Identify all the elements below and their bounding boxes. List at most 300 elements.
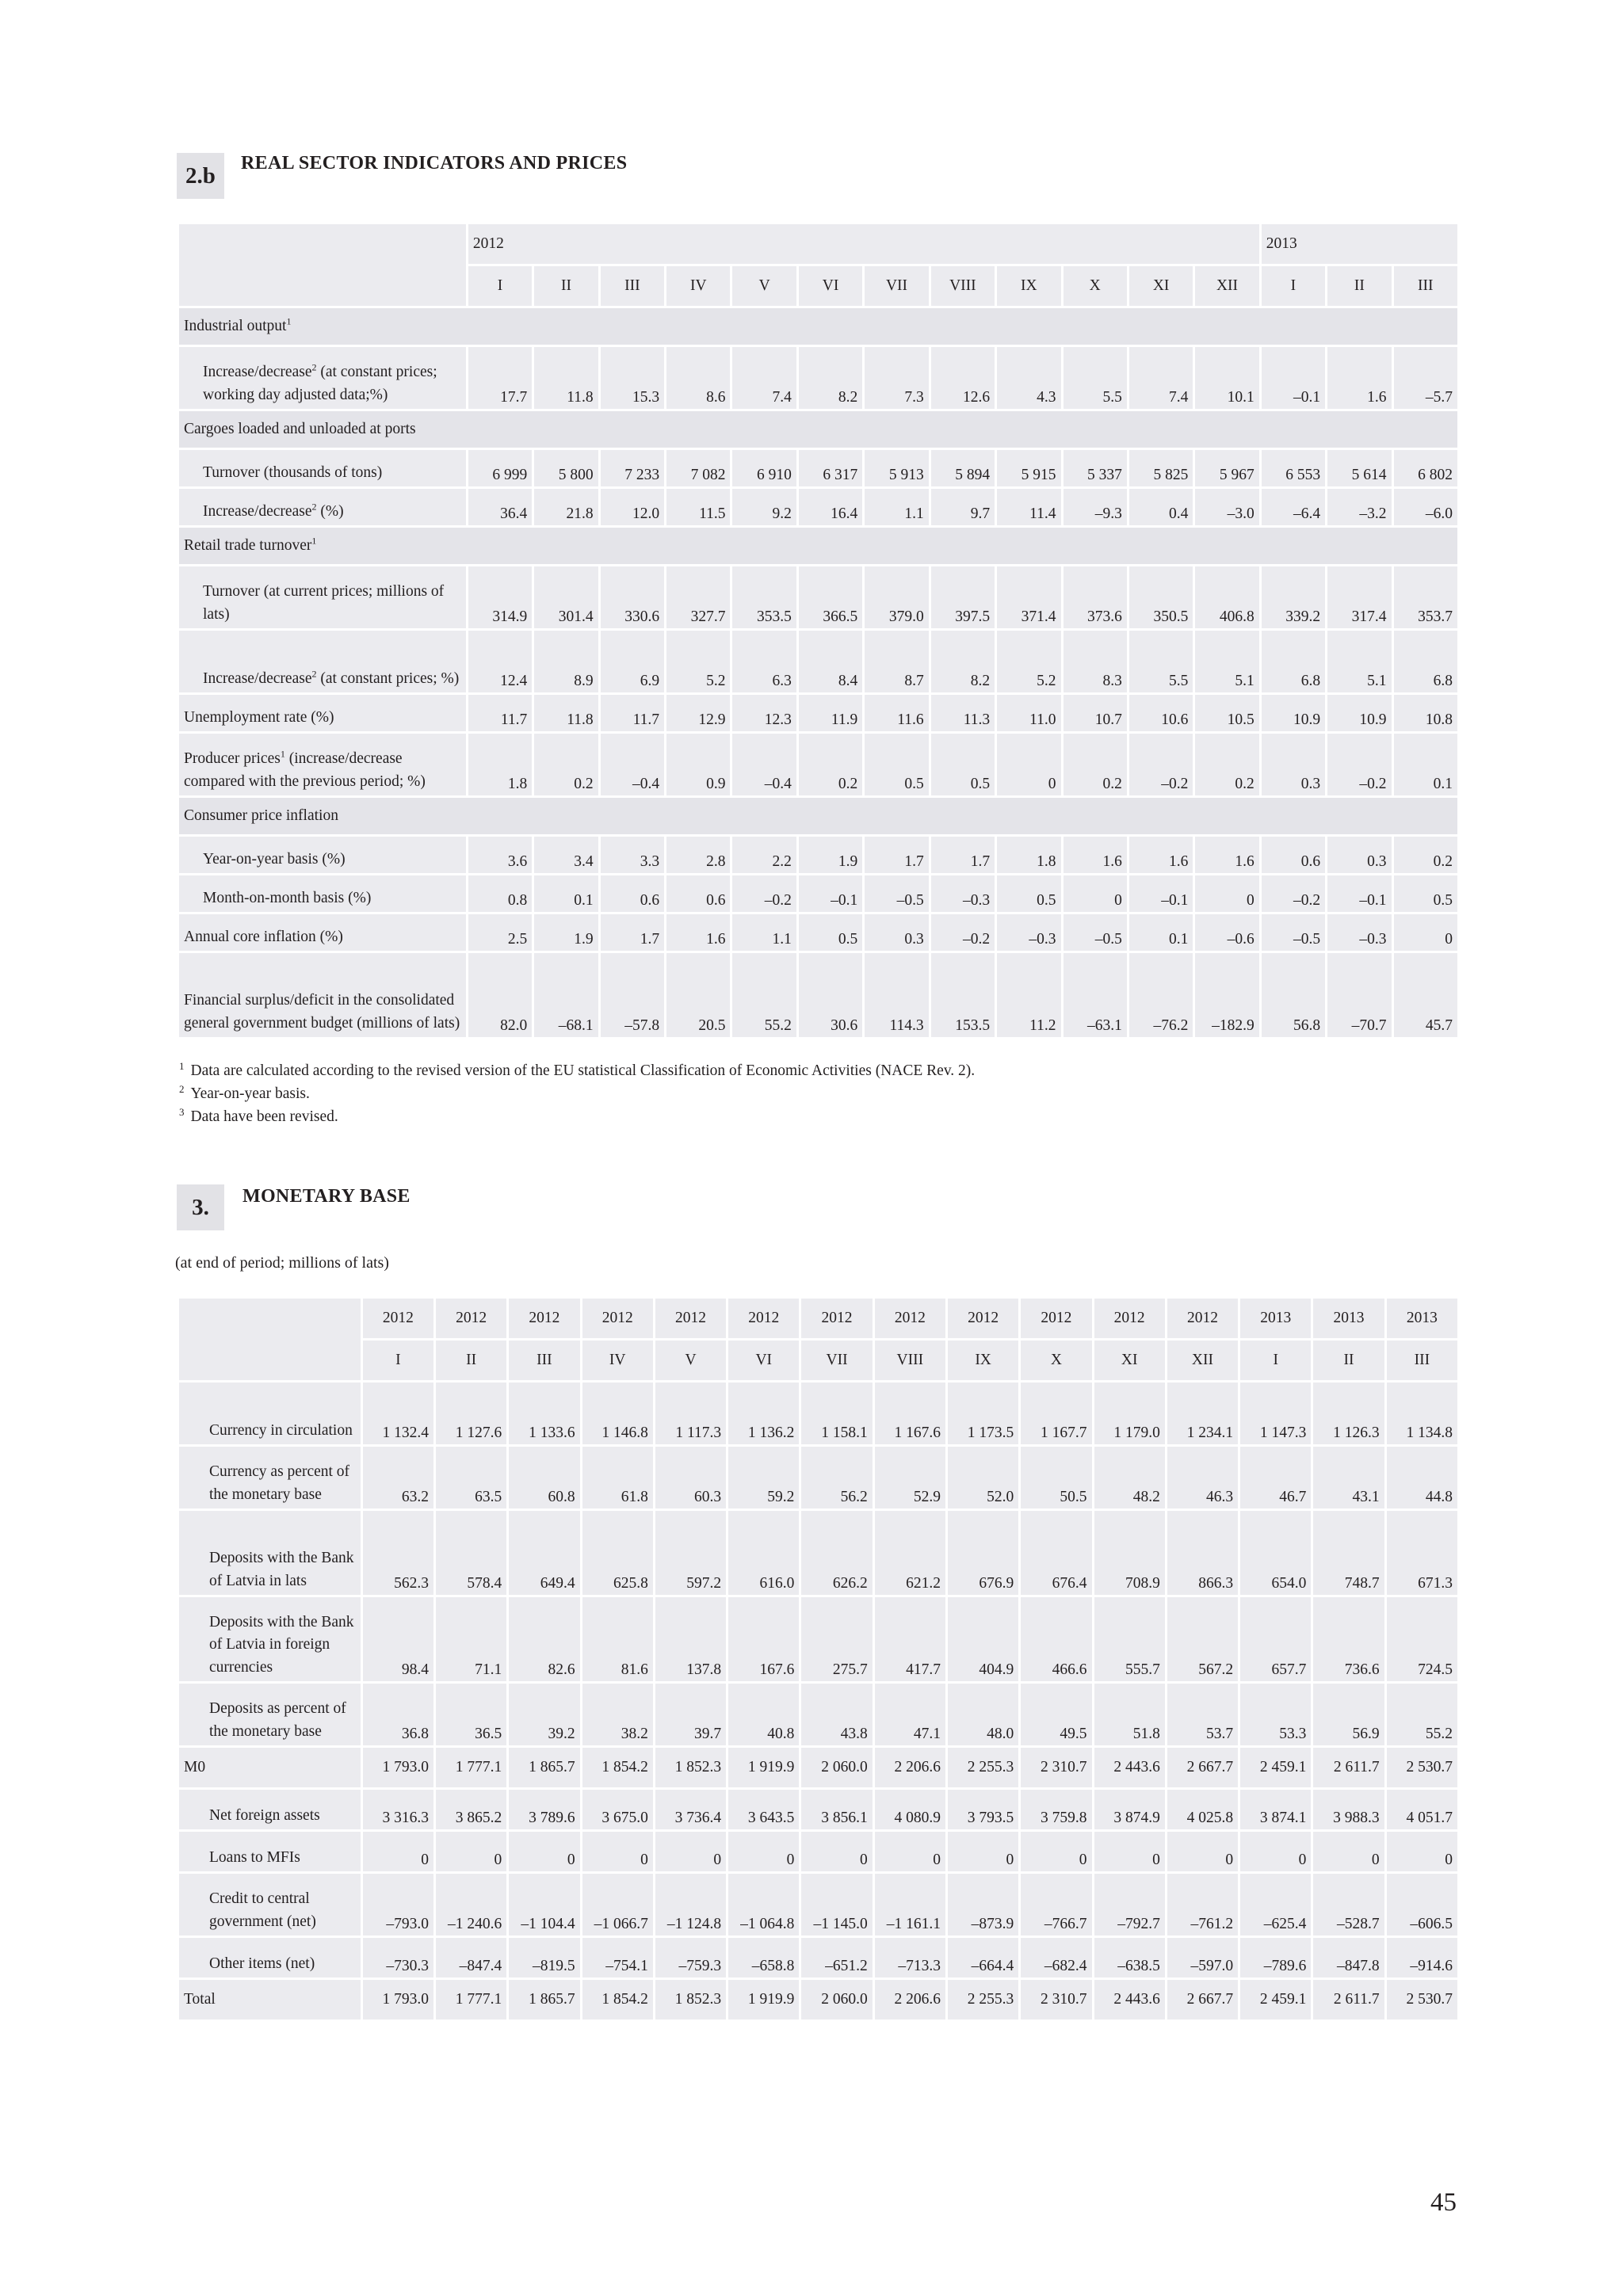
year-header: 2012 <box>948 1299 1018 1338</box>
value-cell: 6.3 <box>732 631 796 692</box>
value-cell: 0 <box>1240 1832 1311 1871</box>
value-cell: 1 793.0 <box>363 1980 433 2019</box>
year-header: 2012 <box>875 1299 945 1338</box>
value-cell: –1 124.8 <box>655 1874 726 1936</box>
value-cell: 3 874.9 <box>1094 1790 1165 1829</box>
value-cell: 36.8 <box>363 1684 433 1745</box>
value-cell: 1.6 <box>1129 837 1193 873</box>
value-cell: 597.2 <box>655 1511 726 1595</box>
value-cell: 3 675.0 <box>582 1790 653 1829</box>
value-cell: 36.4 <box>468 489 532 525</box>
row-label: Other items (net) <box>179 1938 361 1978</box>
value-cell: 11.7 <box>468 695 532 731</box>
value-cell: 0 <box>728 1832 799 1871</box>
value-cell: 404.9 <box>948 1597 1018 1681</box>
value-cell: 12.4 <box>468 631 532 692</box>
row-label: Currency in circulation <box>179 1383 361 1444</box>
value-cell: 2 459.1 <box>1240 1748 1311 1787</box>
value-cell: 11.8 <box>534 347 598 409</box>
value-cell: –914.6 <box>1387 1938 1457 1978</box>
value-cell: 676.4 <box>1021 1511 1091 1595</box>
value-cell: 0 <box>436 1832 506 1871</box>
value-cell: 2 443.6 <box>1094 1980 1165 2019</box>
year-header: 2012 <box>1021 1299 1091 1338</box>
year-header: 2012 <box>655 1299 726 1338</box>
value-cell: 11.2 <box>997 953 1060 1037</box>
value-cell: 373.6 <box>1064 566 1127 628</box>
value-cell: 2 459.1 <box>1240 1980 1311 2019</box>
data-row <box>179 1790 1457 1829</box>
footnote-marker: 1 <box>286 315 292 327</box>
value-cell: 0.1 <box>1394 734 1457 795</box>
table-unit-note: (at end of period; millions of lats) <box>175 1254 389 1272</box>
value-cell: 1.8 <box>468 734 532 795</box>
value-cell: –1 161.1 <box>875 1874 945 1936</box>
value-cell: –651.2 <box>801 1938 872 1978</box>
value-cell: 17.7 <box>468 347 532 409</box>
row-label-text: Increase/decrease <box>203 364 312 381</box>
value-cell: –182.9 <box>1195 953 1258 1037</box>
value-cell: 0.2 <box>1064 734 1127 795</box>
value-cell: 350.5 <box>1129 566 1193 628</box>
value-cell: 0 <box>948 1832 1018 1871</box>
value-cell: 11.5 <box>666 489 730 525</box>
value-cell: 52.0 <box>948 1447 1018 1508</box>
value-cell: 43.8 <box>801 1684 872 1745</box>
value-cell: 1 158.1 <box>801 1383 872 1444</box>
value-cell: 0 <box>1064 875 1127 912</box>
value-cell: 56.9 <box>1313 1684 1384 1745</box>
value-cell: –9.3 <box>1064 489 1127 525</box>
value-cell: 56.8 <box>1262 953 1325 1037</box>
value-cell: 0 <box>875 1832 945 1871</box>
value-cell: 1.6 <box>1195 837 1258 873</box>
value-cell: –0.4 <box>732 734 796 795</box>
value-cell: 1 134.8 <box>1387 1383 1457 1444</box>
group-row <box>179 411 1457 448</box>
value-cell: 11.4 <box>997 489 1060 525</box>
value-cell: 1 167.6 <box>875 1383 945 1444</box>
value-cell: –76.2 <box>1129 953 1193 1037</box>
section-number-text: 2.b <box>185 162 216 189</box>
value-cell: 6.8 <box>1394 631 1457 692</box>
value-cell: 3 643.5 <box>728 1790 799 1829</box>
value-cell: 3 316.3 <box>363 1790 433 1829</box>
value-cell: 5 915 <box>997 450 1060 486</box>
value-cell: 20.5 <box>666 953 730 1037</box>
value-cell: 2 530.7 <box>1387 1748 1457 1787</box>
footnote-marker: 2 <box>311 668 317 680</box>
value-cell: 10.8 <box>1394 695 1457 731</box>
value-cell: 12.6 <box>931 347 995 409</box>
data-row <box>179 1447 1457 1508</box>
value-cell: 51.8 <box>1094 1684 1165 1745</box>
value-cell: 7.3 <box>865 347 928 409</box>
row-label-suffix: (%) <box>316 502 344 520</box>
value-cell: –0.5 <box>1064 914 1127 951</box>
value-cell: 1 865.7 <box>509 1748 579 1787</box>
row-label <box>179 347 466 409</box>
value-cell: 327.7 <box>666 566 730 628</box>
data-row <box>179 1511 1457 1595</box>
row-label: Deposits as percent of the monetary base <box>179 1684 361 1745</box>
section-number-3 <box>177 1184 224 1230</box>
value-cell: 56.2 <box>801 1447 872 1508</box>
value-cell: 12.9 <box>666 695 730 731</box>
value-cell: –625.4 <box>1240 1874 1311 1936</box>
value-cell: –0.2 <box>732 875 796 912</box>
value-cell: 2 060.0 <box>801 1980 872 2019</box>
monetary-base-table <box>177 1296 1460 2022</box>
year-header: 2012 <box>436 1299 506 1338</box>
value-cell: 0 <box>1313 1832 1384 1871</box>
year-header: 2012 <box>801 1299 872 1338</box>
value-cell: 4 051.7 <box>1387 1790 1457 1829</box>
value-cell: 353.5 <box>732 566 796 628</box>
value-cell: 9.7 <box>931 489 995 525</box>
value-cell: –63.1 <box>1064 953 1127 1037</box>
value-cell: –759.3 <box>655 1938 726 1978</box>
data-row <box>179 1980 1457 2019</box>
value-cell: 330.6 <box>601 566 664 628</box>
value-cell: 1.7 <box>865 837 928 873</box>
row-label: Net foreign assets <box>179 1790 361 1829</box>
value-cell: –847.8 <box>1313 1938 1384 1978</box>
footnote-text: Year-on-year basis. <box>190 1085 310 1102</box>
month-header: I <box>363 1341 433 1380</box>
footnotes <box>179 1059 1447 1128</box>
value-cell: 366.5 <box>799 566 862 628</box>
value-cell: 46.3 <box>1167 1447 1238 1508</box>
data-row <box>179 1874 1457 1936</box>
month-header: VIII <box>875 1341 945 1380</box>
row-label-text: Unemployment rate (%) <box>184 708 334 726</box>
value-cell: 0.4 <box>1129 489 1193 525</box>
value-cell: 406.8 <box>1195 566 1258 628</box>
value-cell: –1 064.8 <box>728 1874 799 1936</box>
row-label-suffix: (at constant prices; working day adjusted data;%) <box>203 364 437 403</box>
year-header-row <box>179 1299 1457 1338</box>
data-row <box>179 1597 1457 1681</box>
row-label <box>179 953 466 1037</box>
group-label <box>179 528 1457 564</box>
month-header: IX <box>948 1341 1018 1380</box>
value-cell: –682.4 <box>1021 1938 1091 1978</box>
value-cell: 417.7 <box>875 1597 945 1681</box>
value-cell: 1.1 <box>865 489 928 525</box>
value-cell: 275.7 <box>801 1597 872 1681</box>
value-cell: 2 443.6 <box>1094 1748 1165 1787</box>
value-cell: 1.9 <box>534 914 598 951</box>
row-label-text: Turnover (thousands of tons) <box>203 463 383 481</box>
data-row <box>179 566 1457 628</box>
data-row <box>179 1938 1457 1978</box>
value-cell: 1 919.9 <box>728 1980 799 2019</box>
value-cell: –0.3 <box>931 875 995 912</box>
section-number-text: 3. <box>192 1194 209 1220</box>
value-cell: 1 147.3 <box>1240 1383 1311 1444</box>
row-label-suffix: (at constant prices; %) <box>316 669 460 687</box>
value-cell: –0.1 <box>1129 875 1193 912</box>
value-cell: 8.2 <box>799 347 862 409</box>
value-cell: –792.7 <box>1094 1874 1165 1936</box>
data-row <box>179 489 1457 525</box>
value-cell: 317.4 <box>1327 566 1391 628</box>
value-cell: 1 793.0 <box>363 1748 433 1787</box>
row-label <box>179 450 466 486</box>
value-cell: 0.6 <box>601 875 664 912</box>
data-row <box>179 450 1457 486</box>
value-cell: 43.1 <box>1313 1447 1384 1508</box>
value-cell: 0.3 <box>1327 837 1391 873</box>
value-cell: –0.1 <box>1262 347 1325 409</box>
month-header: II <box>1313 1341 1384 1380</box>
value-cell: 21.8 <box>534 489 598 525</box>
value-cell: 0.9 <box>666 734 730 795</box>
month-header: X <box>1021 1341 1091 1380</box>
month-header: IV <box>666 266 730 306</box>
month-header: V <box>655 1341 726 1380</box>
value-cell: 0.1 <box>534 875 598 912</box>
value-cell: 6 910 <box>732 450 796 486</box>
value-cell: 3 793.5 <box>948 1790 1018 1829</box>
value-cell: –0.1 <box>799 875 862 912</box>
value-cell: 48.0 <box>948 1684 1018 1745</box>
value-cell: –730.3 <box>363 1938 433 1978</box>
year-header: 2012 <box>728 1299 799 1338</box>
section-title-monetary-base: MONETARY BASE <box>242 1186 411 1207</box>
value-cell: 1 865.7 <box>509 1980 579 2019</box>
value-cell: 8.3 <box>1064 631 1127 692</box>
month-header: I <box>468 266 532 306</box>
value-cell: –606.5 <box>1387 1874 1457 1936</box>
value-cell: 1 777.1 <box>436 1980 506 2019</box>
value-cell: 8.7 <box>865 631 928 692</box>
value-cell: 1 127.6 <box>436 1383 506 1444</box>
month-header: III <box>601 266 664 306</box>
value-cell: –57.8 <box>601 953 664 1037</box>
value-cell: 0.2 <box>799 734 862 795</box>
value-cell: 7 082 <box>666 450 730 486</box>
month-header: V <box>732 266 796 306</box>
value-cell: 0 <box>655 1832 726 1871</box>
value-cell: –68.1 <box>534 953 598 1037</box>
data-row <box>179 914 1457 951</box>
value-cell: –0.2 <box>1327 734 1391 795</box>
value-cell: –658.8 <box>728 1938 799 1978</box>
value-cell: 5 825 <box>1129 450 1193 486</box>
group-row <box>179 308 1457 345</box>
value-cell: 39.7 <box>655 1684 726 1745</box>
value-cell: 555.7 <box>1094 1597 1165 1681</box>
value-cell: 314.9 <box>468 566 532 628</box>
value-cell: 397.5 <box>931 566 995 628</box>
value-cell: 0.5 <box>931 734 995 795</box>
group-label-text: Cargoes loaded and unloaded at ports <box>184 420 416 437</box>
row-label <box>179 489 466 525</box>
value-cell: 6 802 <box>1394 450 1457 486</box>
row-label-text: Turnover (at current prices; millions of lats) <box>203 583 445 623</box>
value-cell: –1 104.4 <box>509 1874 579 1936</box>
value-cell: 10.9 <box>1262 695 1325 731</box>
value-cell: 0.5 <box>799 914 862 951</box>
value-cell: 10.6 <box>1129 695 1193 731</box>
row-label <box>179 734 466 795</box>
value-cell: –0.1 <box>1327 875 1391 912</box>
value-cell: 626.2 <box>801 1511 872 1595</box>
value-cell: 0.5 <box>865 734 928 795</box>
value-cell: 0.2 <box>534 734 598 795</box>
data-row <box>179 631 1457 692</box>
value-cell: 5 967 <box>1195 450 1258 486</box>
value-cell: 8.6 <box>666 347 730 409</box>
value-cell: 353.7 <box>1394 566 1457 628</box>
value-cell: –0.6 <box>1195 914 1258 951</box>
month-header: I <box>1240 1341 1311 1380</box>
value-cell: 0.1 <box>1129 914 1193 951</box>
footnote <box>179 1059 1447 1082</box>
value-cell: 2 530.7 <box>1387 1980 1457 2019</box>
value-cell: 0 <box>801 1832 872 1871</box>
value-cell: 616.0 <box>728 1511 799 1595</box>
value-cell: 0 <box>997 734 1060 795</box>
data-row <box>179 1684 1457 1745</box>
value-cell: 3 856.1 <box>801 1790 872 1829</box>
value-cell: 63.2 <box>363 1447 433 1508</box>
value-cell: 724.5 <box>1387 1597 1457 1681</box>
value-cell: –713.3 <box>875 1938 945 1978</box>
value-cell: –664.4 <box>948 1938 1018 1978</box>
value-cell: 0 <box>363 1832 433 1871</box>
value-cell: 2 255.3 <box>948 1748 1018 1787</box>
value-cell: 1 852.3 <box>655 1980 726 2019</box>
value-cell: 114.3 <box>865 953 928 1037</box>
row-label-text: Increase/decrease <box>203 502 312 520</box>
month-header: IV <box>582 1341 653 1380</box>
value-cell: –766.7 <box>1021 1874 1091 1936</box>
value-cell: 30.6 <box>799 953 862 1037</box>
month-header: VIII <box>931 266 995 306</box>
value-cell: –793.0 <box>363 1874 433 1936</box>
value-cell: 8.4 <box>799 631 862 692</box>
value-cell: 10.1 <box>1195 347 1258 409</box>
value-cell: 0 <box>1021 1832 1091 1871</box>
row-label: Currency as percent of the monetary base <box>179 1447 361 1508</box>
month-header: III <box>1387 1341 1457 1380</box>
value-cell: 2 206.6 <box>875 1748 945 1787</box>
year-header: 2012 <box>363 1299 433 1338</box>
row-label: M0 <box>179 1748 361 1787</box>
value-cell: 1 919.9 <box>728 1748 799 1787</box>
value-cell: 0.8 <box>468 875 532 912</box>
value-cell: 379.0 <box>865 566 928 628</box>
value-cell: –0.5 <box>1262 914 1325 951</box>
header-corner <box>179 1299 361 1380</box>
footnote-text: Data have been revised. <box>190 1108 338 1125</box>
value-cell: –789.6 <box>1240 1938 1311 1978</box>
value-cell: –1 145.0 <box>801 1874 872 1936</box>
year-header: 2012 <box>1094 1299 1165 1338</box>
value-cell: –819.5 <box>509 1938 579 1978</box>
page-number: 45 <box>1430 2188 1457 2217</box>
group-label-text: Retail trade turnover <box>184 536 312 554</box>
value-cell: –597.0 <box>1167 1938 1238 1978</box>
row-label <box>179 914 466 951</box>
data-row <box>179 953 1457 1037</box>
month-header: XI <box>1129 266 1193 306</box>
row-label-text: Annual core inflation (%) <box>184 928 343 945</box>
value-cell: 2 206.6 <box>875 1980 945 2019</box>
footnote-number: 3 <box>179 1105 185 1118</box>
value-cell: 5 614 <box>1327 450 1391 486</box>
footnote <box>179 1105 1447 1128</box>
year-header: 2013 <box>1240 1299 1311 1338</box>
value-cell: 3 865.2 <box>436 1790 506 1829</box>
value-cell: 2 060.0 <box>801 1748 872 1787</box>
month-header: XII <box>1167 1341 1238 1380</box>
value-cell: 11.9 <box>799 695 862 731</box>
value-cell: 38.2 <box>582 1684 653 1745</box>
value-cell: 16.4 <box>799 489 862 525</box>
value-cell: 82.0 <box>468 953 532 1037</box>
value-cell: 466.6 <box>1021 1597 1091 1681</box>
footnote-text: Data are calculated according to the revised version of the EU statistical Classification of Economic Activities (NACE Rev. 2). <box>190 1062 976 1079</box>
value-cell: 6 317 <box>799 450 862 486</box>
year-header: 2012 <box>509 1299 579 1338</box>
row-label-text: Month-on-month basis (%) <box>203 889 372 906</box>
group-row <box>179 798 1457 834</box>
value-cell: 5 337 <box>1064 450 1127 486</box>
value-cell: 621.2 <box>875 1511 945 1595</box>
group-label-text: Consumer price inflation <box>184 807 338 824</box>
year-header: 2012 <box>1167 1299 1238 1338</box>
month-header: III <box>509 1341 579 1380</box>
value-cell: 50.5 <box>1021 1447 1091 1508</box>
group-row <box>179 528 1457 564</box>
value-cell: 2 611.7 <box>1313 1748 1384 1787</box>
value-cell: –0.3 <box>1327 914 1391 951</box>
value-cell: 44.8 <box>1387 1447 1457 1508</box>
footnote-marker: 1 <box>280 748 285 760</box>
value-cell: 567.2 <box>1167 1597 1238 1681</box>
value-cell: 0.5 <box>997 875 1060 912</box>
value-cell: 10.7 <box>1064 695 1127 731</box>
value-cell: 8.2 <box>931 631 995 692</box>
value-cell: 1 133.6 <box>509 1383 579 1444</box>
month-header: VII <box>865 266 928 306</box>
value-cell: 2 310.7 <box>1021 1980 1091 2019</box>
value-cell: 3 874.1 <box>1240 1790 1311 1829</box>
value-cell: 0.3 <box>865 914 928 951</box>
value-cell: 3.3 <box>601 837 664 873</box>
value-cell: 3.6 <box>468 837 532 873</box>
month-header: II <box>1327 266 1391 306</box>
data-row <box>179 695 1457 731</box>
month-header-row <box>179 1341 1457 1380</box>
value-cell: –3.0 <box>1195 489 1258 525</box>
value-cell: 60.8 <box>509 1447 579 1508</box>
value-cell: 6.9 <box>601 631 664 692</box>
value-cell: –0.2 <box>931 914 995 951</box>
value-cell: 11.0 <box>997 695 1060 731</box>
row-label: Total <box>179 1980 361 2019</box>
value-cell: –0.2 <box>1129 734 1193 795</box>
value-cell: 4 025.8 <box>1167 1790 1238 1829</box>
value-cell: 1.6 <box>1064 837 1127 873</box>
value-cell: 1.6 <box>1327 347 1391 409</box>
footnote <box>179 1082 1447 1105</box>
value-cell: 3 759.8 <box>1021 1790 1091 1829</box>
